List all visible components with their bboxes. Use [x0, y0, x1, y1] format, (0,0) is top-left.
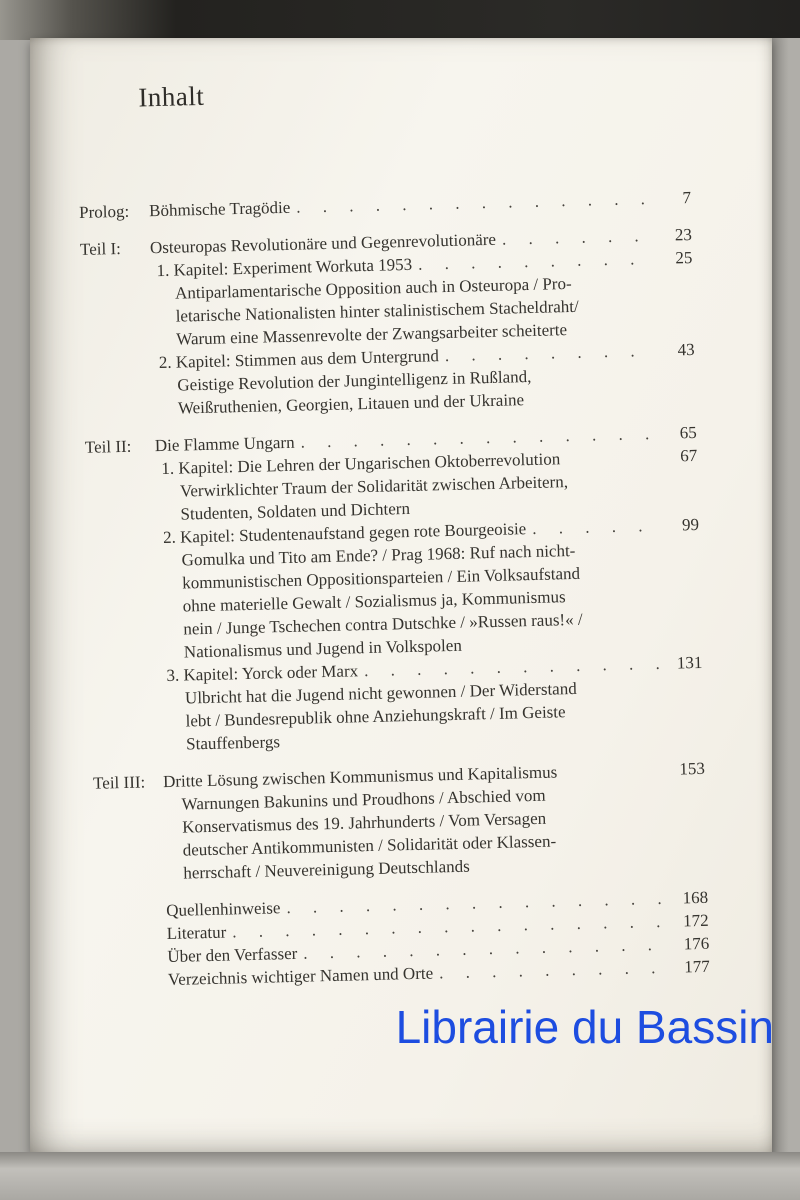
toc-entry-body	[163, 513, 702, 664]
book-page	[30, 38, 772, 1154]
toc-entry-description-line: lebt / Bundesrepublik ohne Anziehungskraft / Im Geiste	[185, 702, 566, 731]
dot-leader	[532, 514, 657, 540]
toc-entry	[87, 513, 702, 666]
toc-entry-description-line: letarische Nationalisten hinter stalinistischem Stacheldraht/	[175, 296, 579, 326]
toc-entry-label: Prolog:	[78, 201, 130, 222]
toc-section	[93, 757, 708, 887]
toc-entry-description-line: kommunistischen Oppositionsparteien / Ein Volksaufstand	[181, 563, 581, 593]
page-title: Inhalt	[137, 80, 205, 113]
toc-entry-label	[91, 681, 161, 683]
toc-entry-label: Teil II:	[84, 436, 132, 457]
toc-entry-label	[96, 916, 166, 918]
toc-entry-description-line: Konservatismus des 19. Jahrhunderts / Vom Versagen	[181, 808, 547, 837]
toc-entry-body	[163, 757, 708, 885]
toc-entry-body	[161, 444, 699, 526]
toc-entry-body	[159, 338, 697, 420]
toc-entry-description-line: Warum eine Massenrevolte der Zwangsarbeiter scheiterte	[176, 320, 568, 349]
toc-entry	[80, 246, 694, 353]
toc-entry-description-line: Geistige Revolution der Jungintelligenz in Rußland,	[177, 366, 532, 395]
toc-entry-page-number: 153	[679, 758, 706, 779]
toc-entry-title: 3. Kapitel: Yorck oder Marx	[166, 661, 359, 685]
toc-entry-page-number: 25	[675, 247, 693, 268]
toc-entry-page-number: 23	[674, 225, 693, 245]
toc-entry-page-number: 131	[676, 652, 703, 673]
toc-entry-title: Quellenhinweise	[165, 898, 281, 921]
toc-entry-description-line: herrschaft / Neuvereinigung Deutschlands	[183, 856, 471, 883]
toc-entry-description-line: Weißruthenien, Georgien, Litauen und der Ukraine	[177, 390, 525, 418]
toc-entry-description-line: Antiparlamentarische Opposition auch in Osteuropa / Pro-	[174, 273, 572, 303]
table-of-contents	[79, 186, 710, 993]
toc-entry	[79, 186, 691, 224]
toc-entry-title: 1. Kapitel: Die Lehren der Ungarischen Oktoberrevolution	[161, 449, 561, 479]
toc-entry-label	[87, 543, 157, 545]
toc-entry-page-number: 65	[679, 422, 697, 443]
toc-entry-description-line: Stauffenbergs	[185, 732, 281, 754]
toc-entry-title: Die Flamme Ungarn	[154, 432, 295, 456]
toc-entry-description-line: deutscher Antikommunisten / Solidarität oder Klassen-	[182, 831, 557, 860]
toc-entry-description-line: Nationalismus und Jugend in Volkspolen	[183, 635, 463, 662]
toc-entry-label: Teil III:	[92, 772, 146, 793]
toc-entry-page-number: 168	[682, 887, 709, 908]
dot-leader	[296, 187, 649, 219]
toc-entry-description-line: Warnungen Bakunins und Proudhons / Abschied vom	[181, 785, 546, 814]
toc-entry-page-number: 43	[677, 339, 695, 360]
toc-entry-label	[97, 939, 167, 941]
toc-entry-line	[149, 186, 691, 222]
watermark-text: Librairie du Bassin	[395, 1001, 774, 1053]
photo-top-shadow	[0, 0, 800, 40]
toc-entry-title: 1. Kapitel: Experiment Workuta 1953	[156, 254, 413, 281]
toc-entry-page-number: 7	[682, 188, 692, 208]
toc-entry	[93, 757, 708, 887]
dot-leader	[439, 956, 668, 985]
toc-entry-label: Teil I:	[79, 238, 122, 259]
toc-entry-title: Über den Verfasser	[167, 943, 298, 967]
toc-entry-page-number: 177	[684, 956, 710, 977]
toc-entry-label	[81, 276, 151, 278]
toc-entry	[90, 651, 704, 758]
toc-entry-title: Dritte Lösung zwischen Kommunismus und Kapitalismus	[162, 762, 558, 792]
photo-bottom-surface	[0, 1152, 800, 1200]
dot-leader	[563, 775, 663, 777]
toc-entry-page-number: 67	[680, 445, 698, 466]
toc-entry-title: Osteuropas Revolutionäre und Gegenrevolutionäre	[149, 229, 497, 258]
photo-right-margin	[772, 38, 800, 1154]
toc-entry-label	[86, 474, 156, 476]
toc-entry-title: Verzeichnis wichtiger Namen und Orte	[167, 963, 434, 990]
toc-entry-description-line: Verwirklichter Traum der Solidarität zwischen Arbeitern,	[179, 472, 569, 501]
toc-entry-page-number: 176	[683, 933, 710, 954]
toc-content	[76, 69, 710, 993]
toc-section	[80, 223, 696, 422]
dot-leader	[566, 462, 655, 464]
toc-entry-description-line: Studenten, Soldaten und Dichtern	[180, 498, 411, 524]
toc-section	[85, 421, 705, 758]
toc-entry-title: Böhmische Tragödie	[148, 197, 291, 221]
toc-entry-description-line: Gomulka und Tito am Ende? / Prag 1968: Ruf nach nicht-	[181, 540, 576, 570]
toc-entry-body	[156, 246, 694, 351]
toc-entry-description-line: nein / Junge Tschechen contra Dutschke / »Russen raus!« /	[183, 609, 583, 639]
toc-entry-page-number: 172	[682, 910, 709, 931]
toc-entry-body	[166, 651, 704, 756]
toc-entry-title: Literatur	[166, 922, 227, 944]
toc-entry-label	[83, 368, 153, 370]
toc-entry-page-number: 99	[681, 514, 700, 535]
toc-entry-body	[149, 186, 691, 222]
toc-section	[96, 886, 710, 993]
toc-entry-title: 2. Kapitel: Stimmen aus dem Untergrund	[158, 346, 440, 373]
toc-entry-description-line: ohne materielle Gewalt / Sozialismus ja, Kommunismus	[182, 587, 566, 616]
toc-entry-label	[98, 985, 168, 987]
toc-entry-description-line: Ulbricht hat die Jugend nicht gewonnen / Der Widerstand	[184, 678, 577, 708]
toc-section	[79, 186, 691, 224]
toc-entry-title: 2. Kapitel: Studentenaufstand gegen rote Bourgeoisie	[162, 519, 527, 548]
toc-entry	[83, 338, 697, 422]
toc-entry-label	[98, 962, 168, 964]
